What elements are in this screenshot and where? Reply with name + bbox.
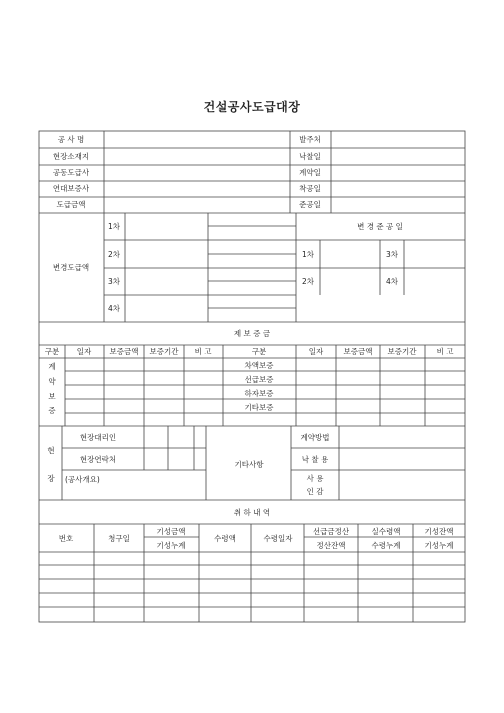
label-other-notes: 기타사항 xyxy=(234,460,264,469)
receipt-header-no: 번호 xyxy=(58,534,74,543)
label-site-agent: 현장대리인 xyxy=(79,433,117,442)
label-changed-completion: 변 경 준 공 일 xyxy=(357,222,403,231)
receipt-header-progress-total-2: 기성누계 xyxy=(424,541,454,550)
label-changed-amount: 변경도급액 xyxy=(52,263,90,272)
guarantee-header-date-2: 일자 xyxy=(308,347,324,356)
receipt-header-progress-balance: 기성잔액 xyxy=(424,527,454,536)
label-seal-line1: 사 용 xyxy=(306,474,324,483)
contract-guarantee-char-3: 보 xyxy=(48,392,56,401)
guarantee-header-remarks: 비 고 xyxy=(194,347,212,356)
change-round-3: 3차 xyxy=(107,277,121,286)
receipt-header-progress-amount: 기성금액 xyxy=(156,527,186,536)
label-guarantor: 연대보증사 xyxy=(52,184,90,193)
label-award-rate: 낙 찰 용 xyxy=(301,455,329,464)
label-award-date: 낙찰일 xyxy=(299,152,321,161)
label-start-date: 착공일 xyxy=(299,184,321,193)
label-receipt-history: 취 하 내 역 xyxy=(233,508,271,517)
guarantee-header-type: 구분 xyxy=(44,347,60,356)
label-contract-method: 계약방법 xyxy=(300,433,330,442)
label-site-contact: 현장연락처 xyxy=(79,455,117,464)
guarantee-header-amount: 보증금액 xyxy=(109,347,139,356)
label-guarantee-deposit: 제 보 증 금 xyxy=(233,329,271,338)
guarantee-type-difference: 차액보증 xyxy=(244,361,274,370)
site-label-char-2: 장 xyxy=(47,474,55,483)
label-contract-date: 계약일 xyxy=(299,168,321,177)
receipt-header-progress-total: 기성누계 xyxy=(156,541,186,550)
label-project-name: 공 사 명 xyxy=(57,135,85,144)
label-joint-contractor: 공동도급사 xyxy=(52,168,90,177)
change-round-2: 2차 xyxy=(107,250,121,259)
guarantee-header-remarks-2: 비 고 xyxy=(436,347,454,356)
guarantee-header-period-2: 보증기간 xyxy=(387,347,417,356)
guarantee-type-defect: 하자보증 xyxy=(244,389,274,398)
completion-round-2: 2차 xyxy=(301,277,315,286)
guarantee-header-type-2: 구분 xyxy=(251,347,267,356)
label-project-overview: (공사개요) xyxy=(65,475,100,484)
contract-guarantee-char-1: 계 xyxy=(48,362,56,371)
guarantee-type-advance: 선급보증 xyxy=(244,375,274,384)
receipt-header-received-date: 수령일자 xyxy=(263,534,293,543)
label-contract-amount: 도급금액 xyxy=(56,200,86,209)
label-seal-line2: 인 감 xyxy=(306,487,324,496)
completion-round-4: 4차 xyxy=(385,277,399,286)
receipt-header-settle-balance: 정산잔액 xyxy=(316,541,346,550)
receipt-header-request-date: 청구일 xyxy=(108,534,130,543)
guarantee-header-date: 일자 xyxy=(76,347,92,356)
change-round-1: 1차 xyxy=(107,222,121,231)
receipt-header-received-total: 수령누계 xyxy=(371,541,401,550)
completion-round-3: 3차 xyxy=(385,250,399,259)
guarantee-header-period: 보증기간 xyxy=(149,347,179,356)
receipt-header-actual-received: 실수령액 xyxy=(371,527,401,536)
label-site-address: 현장소재지 xyxy=(52,152,90,161)
receipt-header-advance-settle: 선급금정산 xyxy=(312,527,350,536)
guarantee-type-other: 기타보증 xyxy=(244,403,274,412)
receipt-header-received: 수령액 xyxy=(214,534,236,543)
site-label-char-1: 현 xyxy=(47,446,55,455)
label-client: 발주처 xyxy=(299,135,321,144)
guarantee-header-amount-2: 보증금액 xyxy=(343,347,373,356)
completion-round-1: 1차 xyxy=(301,250,315,259)
label-completion-date: 준공일 xyxy=(299,200,321,209)
page-title: 건설공사도급대장 xyxy=(203,100,301,114)
contract-guarantee-char-2: 약 xyxy=(48,377,56,386)
contract-guarantee-char-4: 증 xyxy=(48,406,56,415)
change-round-4: 4차 xyxy=(107,304,121,313)
